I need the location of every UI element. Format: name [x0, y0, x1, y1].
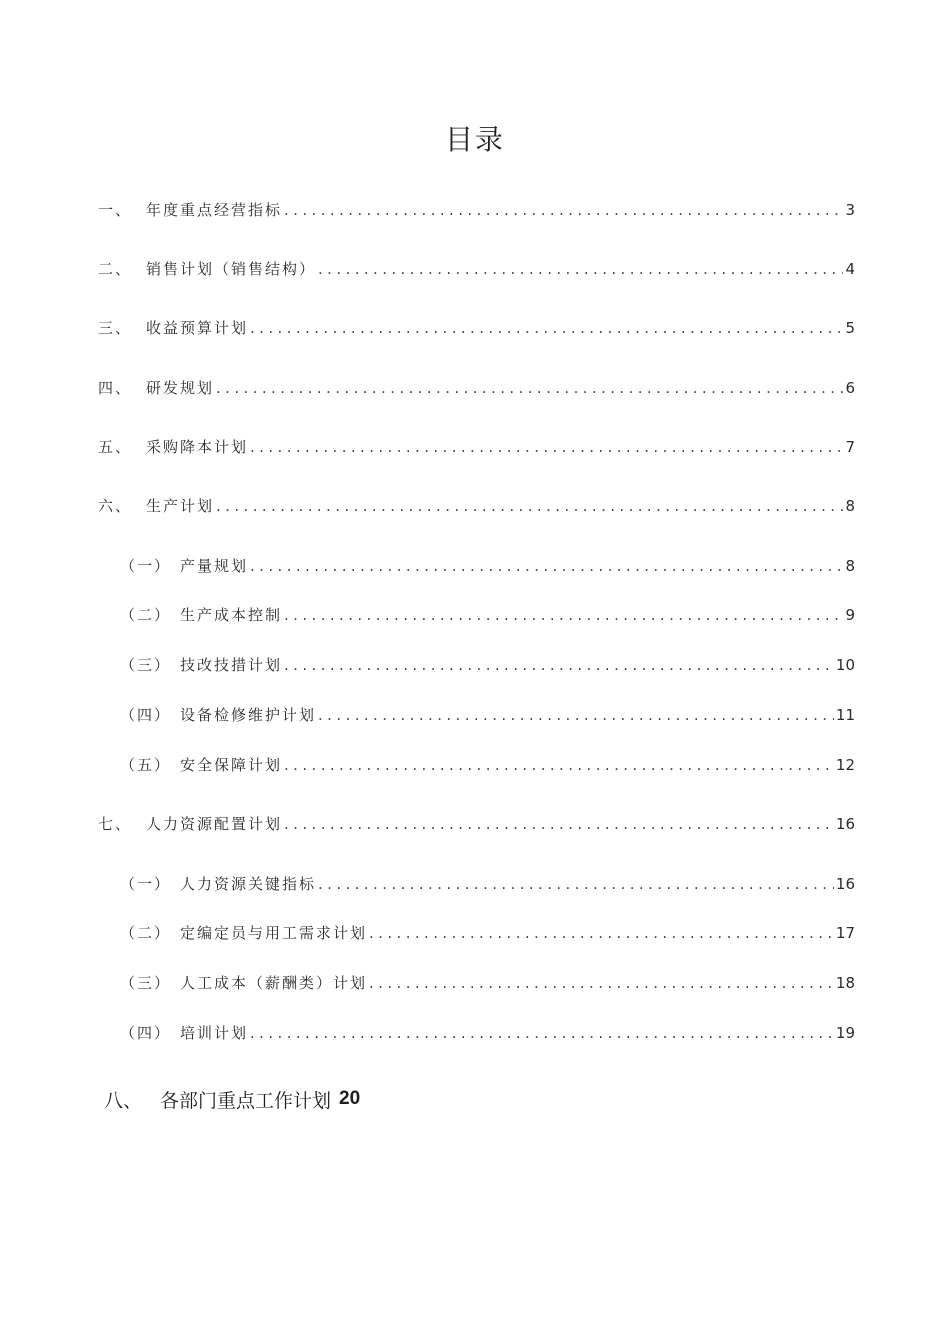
toc-entry-number: 六、: [98, 497, 133, 515]
toc-entry-title: 生产成本控制: [180, 606, 283, 624]
toc-entry-title: 生产计划: [146, 497, 215, 515]
toc-subentry[interactable]: [120, 703, 855, 727]
toc-entry[interactable]: [98, 316, 855, 340]
toc-dot-leader: [284, 653, 834, 677]
toc-entry-number: （一）: [120, 557, 172, 575]
toc-entry-title: 定编定员与用工需求计划: [180, 924, 368, 942]
toc-entry-title: 各部门重点工作计划: [160, 1089, 332, 1112]
toc-entry[interactable]: [104, 1085, 360, 1113]
toc-dot-leader: [250, 435, 843, 459]
toc-entry-page: 19: [835, 1024, 855, 1042]
toc-subentry[interactable]: [120, 872, 855, 896]
toc-entry[interactable]: [98, 435, 855, 459]
toc-entry-page: 10: [835, 656, 855, 674]
toc-entry-number: （一）: [120, 875, 172, 893]
toc-entry-number: 七、: [98, 815, 133, 833]
toc-entry[interactable]: [98, 494, 855, 518]
toc-entry-page: 16: [835, 815, 855, 833]
toc-entry-number: （三）: [120, 656, 172, 674]
toc-subentry[interactable]: [120, 971, 855, 995]
toc-entry-number: （二）: [120, 924, 172, 942]
toc-dot-leader: [284, 198, 843, 222]
toc-entry-title: 研发规划: [146, 379, 215, 397]
toc-entry-page: 4: [845, 260, 855, 278]
toc-entry-title: 销售计划（销售结构）: [146, 260, 317, 278]
toc-entry-page: 11: [835, 706, 855, 724]
toc-subentry[interactable]: [120, 603, 855, 627]
toc-entry-page: 3: [845, 201, 855, 219]
toc-entry-number: 八、: [104, 1089, 143, 1112]
toc-entry-page: 5: [845, 319, 855, 337]
toc-entry[interactable]: [98, 198, 855, 222]
toc-dot-leader: [284, 812, 834, 836]
toc-entry-page: 6: [845, 379, 855, 397]
toc-dot-leader: [250, 554, 843, 578]
toc-entry-page: 8: [845, 497, 855, 515]
toc-entry-number: 五、: [98, 438, 133, 456]
toc-dot-leader: [250, 316, 843, 340]
toc-dot-leader: [369, 971, 834, 995]
toc-entry-title: 产量规划: [180, 557, 249, 575]
toc-entry[interactable]: [98, 812, 855, 836]
toc-dot-leader: [284, 753, 834, 777]
toc-entry-page: 20: [339, 1088, 361, 1109]
toc-subentry[interactable]: [120, 753, 855, 777]
toc-entry-title: 收益预算计划: [146, 319, 249, 337]
toc-entry-page: 12: [835, 756, 855, 774]
page-title: 目录: [444, 123, 505, 156]
toc-subentry[interactable]: [120, 554, 855, 578]
toc-entry-title: 设备检修维护计划: [180, 706, 317, 724]
toc-entry-title: 年度重点经营指标: [146, 201, 283, 219]
toc-entry[interactable]: [98, 257, 855, 281]
toc-entry-title: 安全保障计划: [180, 756, 283, 774]
toc-entry-number: （三）: [120, 974, 172, 992]
toc-entry-title: 采购降本计划: [146, 438, 249, 456]
toc-entry-title: 人工成本（薪酬类）计划: [180, 974, 368, 992]
toc-entry-number: 四、: [98, 379, 133, 397]
toc-dot-leader: [318, 872, 834, 896]
toc-subentry[interactable]: [120, 1021, 855, 1045]
toc-dot-leader: [318, 703, 834, 727]
toc-entry-title: 人力资源关键指标: [180, 875, 317, 893]
toc-subentry[interactable]: [120, 653, 855, 677]
toc-dot-leader: [318, 257, 843, 281]
toc-entry-page: 16: [835, 875, 855, 893]
toc-dot-leader: [216, 494, 843, 518]
toc-entry-page: 7: [845, 438, 855, 456]
toc-entry-title: 技改技措计划: [180, 656, 283, 674]
toc-entry-title: 培训计划: [180, 1024, 249, 1042]
toc-dot-leader: [250, 1021, 834, 1045]
toc-entry-number: （二）: [120, 606, 172, 624]
toc-entry-number: （五）: [120, 756, 172, 774]
toc-entry-page: 8: [845, 557, 855, 575]
toc-entry-page: 9: [845, 606, 855, 624]
toc-entry-page: 18: [835, 974, 855, 992]
toc-entry-number: （四）: [120, 706, 172, 724]
toc-entry[interactable]: [98, 376, 855, 400]
toc-entry-number: 一、: [98, 201, 133, 219]
toc-dot-leader: [284, 603, 843, 627]
toc-entry-page: 17: [835, 924, 855, 942]
toc-dot-leader: [216, 376, 843, 400]
toc-entry-number: （四）: [120, 1024, 172, 1042]
toc-entry-title: 人力资源配置计划: [146, 815, 283, 833]
toc-entry-number: 二、: [98, 260, 133, 278]
toc-entry-number: 三、: [98, 319, 133, 337]
toc-subentry[interactable]: [120, 921, 855, 945]
toc-dot-leader: [369, 921, 834, 945]
